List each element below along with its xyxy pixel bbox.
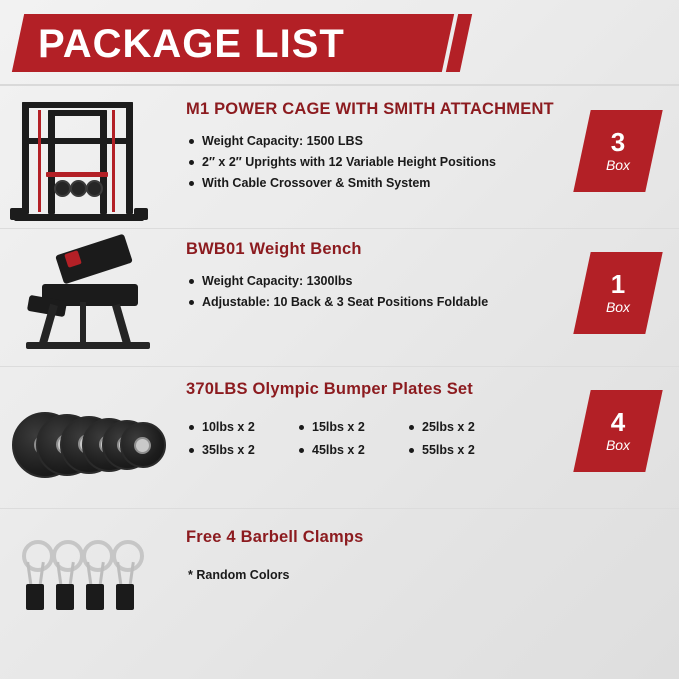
qty-label: Box	[605, 437, 631, 453]
bullet: 2″ x 2″ Uprights with 12 Variable Height Positions	[188, 155, 496, 169]
plate-item: 55lbs x 2	[408, 443, 518, 457]
plate-item: 15lbs x 2	[298, 420, 408, 434]
bullet: Weight Capacity: 1500 LBS	[188, 134, 496, 148]
item-bullets-weight-bench	[188, 274, 488, 316]
plate-item: 25lbs x 2	[408, 420, 518, 434]
qty-number: 3	[610, 127, 626, 157]
page-title: PACKAGE LIST	[38, 22, 345, 66]
item-plate-list	[188, 420, 518, 457]
qty-number: 4	[610, 407, 626, 437]
item-note-barbell-clamps: * Random Colors	[188, 568, 290, 582]
plate-item: 45lbs x 2	[298, 443, 408, 457]
qty-label: Box	[605, 299, 631, 315]
row-divider	[0, 508, 679, 509]
item-title-weight-bench: BWB01 Weight Bench	[186, 240, 362, 258]
qty-label: Box	[605, 157, 631, 173]
item-title-barbell-clamps: Free 4 Barbell Clamps	[186, 528, 364, 546]
bullet: Adjustable: 10 Back & 3 Seat Positions Foldable	[188, 295, 488, 309]
item-row-weight-bench	[0, 232, 679, 362]
item-title-bumper-plates: 370LBS Olympic Bumper Plates Set	[186, 380, 474, 398]
qty-number: 1	[610, 269, 626, 299]
item-row-barbell-clamps	[0, 514, 679, 634]
weight-bench-image	[14, 242, 164, 352]
bullet: With Cable Crossover & Smith System	[188, 176, 496, 190]
item-title-power-cage: M1 POWER CAGE WITH SMITH ATTACHMENT	[186, 100, 554, 118]
bullet: Weight Capacity: 1300lbs	[188, 274, 488, 288]
qty-badge-power-cage	[573, 110, 662, 192]
barbell-clamps-image	[16, 540, 166, 620]
plate-item: 10lbs x 2	[188, 420, 298, 434]
row-divider	[0, 366, 679, 367]
item-row-bumper-plates	[0, 372, 679, 504]
qty-badge-weight-bench	[573, 252, 662, 334]
item-bullets-power-cage	[188, 134, 496, 197]
header-divider	[0, 84, 679, 86]
item-row-power-cage	[0, 92, 679, 222]
qty-badge-bumper-plates	[573, 390, 662, 472]
bumper-plates-image	[8, 400, 178, 490]
power-cage-image	[8, 96, 158, 226]
row-divider	[0, 228, 679, 229]
plate-item: 35lbs x 2	[188, 443, 298, 457]
